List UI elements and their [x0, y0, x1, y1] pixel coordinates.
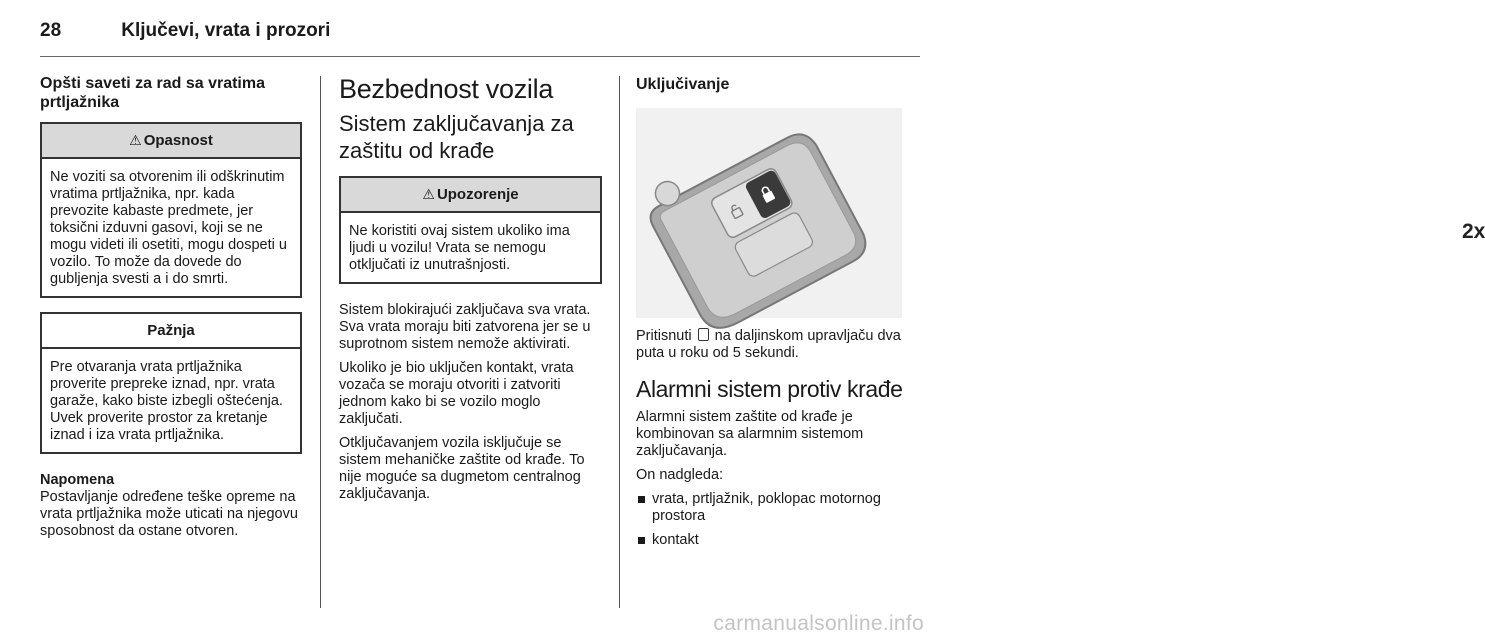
paragraph: Otključavanjem vozila isključuje se sistem mehaničke zaštite od krađe. To nije moguće sa dugmetom centralnog zaključavanja.	[339, 435, 585, 502]
column-left	[40, 74, 302, 547]
paragraph: Ukoliko je bio uključen kontakt, vrata vozača se moraju otvoriti i zatvoriti jednom kako bi se vozilo moglo zaključati.	[339, 360, 574, 427]
list-item	[636, 491, 904, 525]
list-item-text: kontakt	[652, 532, 699, 548]
warning-triangle-icon: ⚠	[129, 132, 142, 148]
attention-title: Pažnja	[42, 314, 300, 349]
heading-alarm-system: Alarmni sistem protiv krađe	[636, 376, 903, 402]
section-title-tailgate: Opšti saveti za rad sa vratima prtljažnika	[40, 75, 265, 111]
paragraph: Sistem blokirajući zaključava sva vrata. Sva vrata moraju biti zatvorena jer se u suprotnom sistem nemože aktivirati.	[339, 302, 591, 352]
note-text: Postavljanje određene teške opreme na vrata prtljažnika može uticati na njegovu sposobnost da ostane otvoren.	[40, 489, 298, 539]
lock-icon	[698, 328, 709, 341]
page-header	[40, 20, 330, 42]
warning-box-header	[341, 178, 600, 213]
warning-box	[339, 176, 602, 284]
page-number: 28	[40, 20, 62, 41]
danger-title: Opasnost	[143, 132, 213, 149]
press-instruction	[636, 328, 904, 362]
attention-text: Pre otvaranja vrata prtljažnika proverite prepreke iznad, npr. vrata garaže, kako biste izbegli oštećenja. Uvek proverite prostor za kretanje iznad i iza vrata prtljažnika.	[50, 359, 283, 443]
alarm-description: Alarmni sistem zaštite od krađe je kombinovan sa alarmnim sistemom zaključavanja.	[636, 409, 864, 459]
key-remote-illustration	[636, 108, 1485, 318]
warning-triangle-icon: ⚠	[422, 186, 435, 202]
press-text-after: na daljinskom upravljaču dva puta u roku od 5 sekundi.	[636, 328, 901, 361]
column-right	[636, 74, 1485, 556]
list-item	[636, 532, 904, 549]
watermark: carmanualsonline.info	[713, 612, 924, 635]
chapter-title: Ključevi, vrata i prozori	[121, 20, 331, 41]
column-middle	[339, 74, 602, 510]
column-divider-1	[320, 76, 321, 608]
monitors-label: On nadgleda:	[636, 467, 724, 483]
header-rule	[40, 56, 920, 57]
section-title-activation: Uključivanje	[636, 76, 730, 93]
press-text-before: Pritisnuti	[636, 328, 692, 344]
bullet-square-icon	[638, 537, 645, 544]
subheading-locking-system: Sistem zaključavanja za zaštitu od krađe	[339, 111, 574, 163]
press-count-label: 2x	[1462, 220, 1485, 243]
bullet-square-icon	[638, 496, 645, 503]
key-remote-icon	[636, 108, 902, 318]
column-divider-2	[619, 76, 620, 608]
monitored-list	[636, 491, 904, 549]
list-item-text: vrata, prtljažnik, poklopac motornog prostora	[652, 491, 881, 524]
heading-vehicle-security: Bezbednost vozila	[339, 74, 554, 104]
danger-text: Ne voziti sa otvorenim ili odškrinutim vratima prtljažnika, npr. kada prevozite kabaste predmete, jer toksični izduvni gasovi, koji se ne mogu videti ili osetiti, mogu dospeti u vozilo. To može da dovede do gubljenja svesti a i do smrti.	[50, 169, 287, 287]
danger-box	[40, 122, 302, 298]
warning-text: Ne koristiti ovaj sistem ukoliko ima ljudi u vozilu! Vrata se nemogu otključati iz unutrašnjosti.	[349, 223, 570, 273]
note-block	[40, 472, 302, 540]
attention-box	[40, 312, 302, 454]
danger-box-header	[42, 124, 300, 159]
note-title: Napomena	[40, 472, 115, 488]
warning-title: Upozorenje	[436, 186, 519, 203]
